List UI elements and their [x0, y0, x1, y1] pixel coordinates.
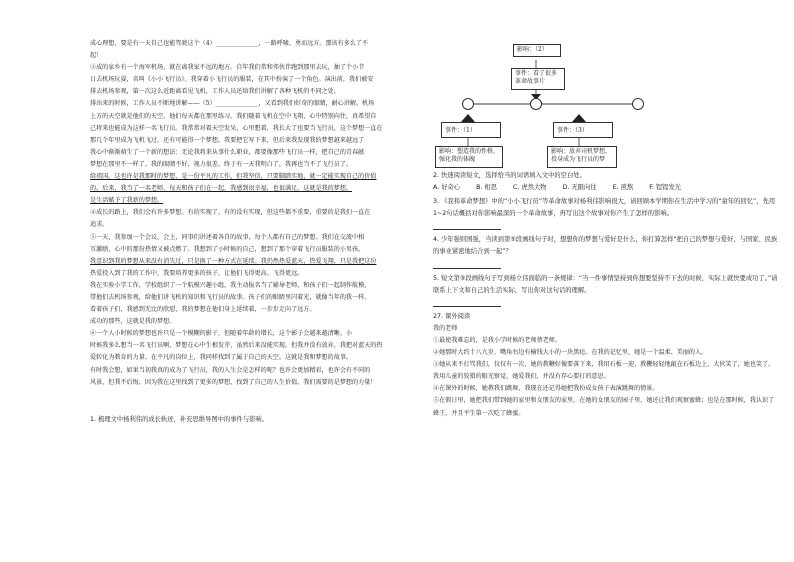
- body-line: 是生活赋予了我新的梦想。: [90, 197, 164, 205]
- body-line: 有时我会想，如果当初我真的成为了飞行员，我的人生会是怎样的呢？也许会更加精彩，也许会有不同的: [90, 366, 371, 374]
- question-3: 3. 《我和革命梦想》中的“小小飞行员”等革命故事对杨利伟影响很大，请回顾本学期你在生活中学习的“童年的回忆”，先用1~2句话概括对你影响最深的一个革命故事，再写出这个故事对你产生了怎样的影响。: [433, 198, 776, 218]
- passage-title: 我的老师: [433, 324, 458, 332]
- body-line: 风景，但我不后悔，因为我在这里找到了更多的梦想，找到了自己的人生价值，我们需要的是梦想的力量！: [90, 378, 377, 386]
- body-line: ③成的家乡有一个海军机场，就在离我家不远的地方。自年我们常和邻伙伴跑到那里去玩，抽了个小节: [90, 64, 365, 72]
- body-line: 爱转化为教育的力量。在平凡的岗位上，我同样找到了属于自己的天空。这就是我和梦想的故事。: [90, 354, 353, 362]
- passage-paragraph: ②她那时大约十八九岁，嘴角右边有榆钱大小的一块黑痣。在我的记忆里，她是一个温柔、美丽的人。: [433, 349, 708, 357]
- impact-box-right: 影响：放弃司机梦想，投身成为飞行员的梦: [547, 146, 617, 168]
- body-line: 成功的那些，这就是我的梦想。: [90, 318, 176, 326]
- body-line: ⑥一个人小时候的梦想也许只是一个模糊的影子，但随着年龄的增长，这个影子会越来越清晰。小: [90, 330, 353, 338]
- body-line: 给祖国。这也许是我那时的梦想，是一份平凡的工作，但我坚信，只要脚踏实地，就一定能实现自己的价值: [90, 173, 377, 181]
- body-line: 热爱投入到了我的工作中，我要培养更多的孩子，让他们飞得更高、飞得更远。: [90, 269, 304, 277]
- section-heading: 27. 课外阅读: [433, 312, 471, 320]
- option-item: E. 煎熬: [612, 184, 634, 192]
- body-line: 梦想在那里不一样了。我的眼睛不好，视力很差，终于有一天我明白了，我再也当不了飞行员了。: [90, 160, 353, 168]
- mind-map-diagram: [433, 36, 778, 166]
- options-row: [433, 182, 778, 194]
- body-line: ⑤一天，我参加一个会议，会上，同事们讲述着各自的故事，每个人都有自己的梦想。我们在交流中相: [90, 233, 365, 241]
- question-1: 1. 梳理文中杨利伟的成长轨迹，补充思维导图中的事件与影响。: [90, 416, 269, 423]
- body-line: 互激励，心中的那份热情又被点燃了。我想到了小时候的自己，想到了那个穿着飞行员服装的小男孩。: [90, 245, 365, 253]
- body-line: 带他们去机场参观，给他们讲飞机的知识和飞行员的故事。孩子们的眼睛里闪着光，就像当年的我一样。: [90, 293, 371, 301]
- timeline-node: [463, 99, 474, 110]
- body-line: 成心理想，要是有一天自己也能驾驶这个（4）______________，一路呼啸，勇而远方。那该有多么了不: [90, 40, 369, 47]
- body-line: 我心中渐渐萌生了一个新的想法：无论我将来从事什么职业，都要像那些飞行员一样，把自己的青春献: [90, 148, 365, 156]
- answer-line-5[interactable]: [433, 299, 501, 307]
- passage-paragraph: ③她从来不打骂我们，仅仅有一次，她的教鞭好像要落下来，我用石板一迎，教鞭轻轻地敲在石板边上，大伙笑了，她也笑了。我用儿童的狡猾的眼光察觉，她爱我们，并没有存心要打的意思。: [433, 361, 775, 381]
- passage-paragraph: ①最使我难忘的，是我小学时候的老师蔡老师。: [433, 336, 561, 344]
- body-line: 追求。: [90, 221, 109, 229]
- option-item: D. 无限向往: [562, 184, 597, 192]
- answer-line-4[interactable]: [433, 261, 501, 269]
- body-line: 上方的天空就是他们的天空，他们每天都在那里练习。我们随着飞机在空中飞翔，心中特别向往，真希望自: [90, 112, 377, 120]
- question-4: 4. 少年强则国强，当读到第⑤段画线句子时，想想你的梦想与爱好是什么，你打算怎样“把自己的梦想与爱好，与国家、民族的事业紧密地结合到一起”？: [433, 236, 778, 256]
- body-line: 看着孩子们，我感到无比的欣慰，我的梦想在他们身上延续着，一步步走向了远方。: [90, 306, 316, 314]
- arrow-up-icon: [572, 114, 586, 122]
- passage-paragraph: ⑤在假日里，她把我们带到她的家里和女朋友的家里。在她的女朋友的园子里，她还让我们观察蜜蜂；也是在那时候，我认识了蜂王，并且平生第一次吃了蜂蜜。: [433, 397, 775, 417]
- passage: [433, 335, 778, 420]
- event-box-right: 事件：（3）: [553, 122, 613, 138]
- body-line: 我意识到我的梦想从来没有消失过，只是换了一种方式在延续。我仍然热爱蓝天，热爱飞翔，只是我把这份: [90, 257, 377, 265]
- impact-box-top: 影响：（2）: [513, 44, 561, 57]
- right-column: [433, 36, 778, 420]
- timeline-node: [531, 99, 542, 110]
- body-line: 排去机场参观，第一次这么近距离看见飞机，工作人员还给我们讲解了各种飞机的不同之处。: [90, 88, 340, 96]
- event-box-left: 事件：（1）: [441, 122, 501, 138]
- body-line: 的。后来，我当了一名老师，每天和孩子们在一起，我感到很幸福，也很满足。这就是我的梦想。: [90, 185, 353, 193]
- event-box-top: 事件：看了很多革命故事片: [511, 68, 565, 90]
- left-column: [90, 38, 426, 389]
- body-line: 排出来的时候，工作人员不断地讲解——（5）______________，又看到我们好奇的眼睛，耐心讲解。机场: [90, 100, 375, 108]
- body-line: 日去机场玩耍，名叫《小小飞行员》。我穿着小飞行员的服装，在其中扮演了一个角色。演出前，我们被安: [90, 76, 374, 84]
- option-item: F. 锃锃发光: [649, 184, 682, 192]
- arrow-up-icon: [461, 114, 475, 122]
- option-item: B. 相思: [476, 184, 498, 192]
- body-line: ④成长的路上，我们会有许多梦想。有的实现了，有的没有实现，但这些都不重要，重要的是我们一直在: [90, 209, 371, 217]
- body-line: 起！: [90, 52, 103, 60]
- answer-line-3[interactable]: [433, 222, 501, 230]
- passage-paragraph: ④在课外的时候，她教我们跳舞，我现在还记得她把我扮成女孩子表演跳舞的情景。: [433, 385, 659, 393]
- impact-box-left: 影响：塑造我的性格，强化我的体魄: [435, 146, 503, 168]
- body-line: 那几个年里成为飞机飞过，还有可能得一个梦想，我要把它写下来，但后来我发现我的梦想越来越远了: [90, 136, 365, 144]
- question-2: 2. 快速阅读短文，选择恰当的词语填入文中的空白处。: [433, 172, 586, 179]
- body-line: 己将来也能成为这样一名飞行员。我常常对着天空发呆，心里想着，我长大了也要当飞行员，这个梦想一直在: [90, 124, 383, 132]
- option-item: C. 虎然大物: [513, 184, 547, 192]
- question-5: 5. 短文第⑤段画线句子写到杨立伟面临的一条规律：“当一件事情坚持到你想要坚持不下去的时候，实际上就快要成功了。”请联系上下文和自己的生活实际，写出你对这句话的理解。: [433, 274, 778, 294]
- option-item: A. 好奇心: [433, 184, 461, 192]
- timeline-node: [633, 99, 644, 110]
- body-line: 我在实验小学工作，学校组织了一个航模兴趣小组，我主动报名当了辅导老师，和孩子们一起制作航模，: [90, 281, 371, 289]
- body-line: 时候我多么想当一名飞行员啊，梦想在心中生根发芽，虽然后来没能实现，但我并没有放弃，我把对蓝天的热: [90, 342, 383, 350]
